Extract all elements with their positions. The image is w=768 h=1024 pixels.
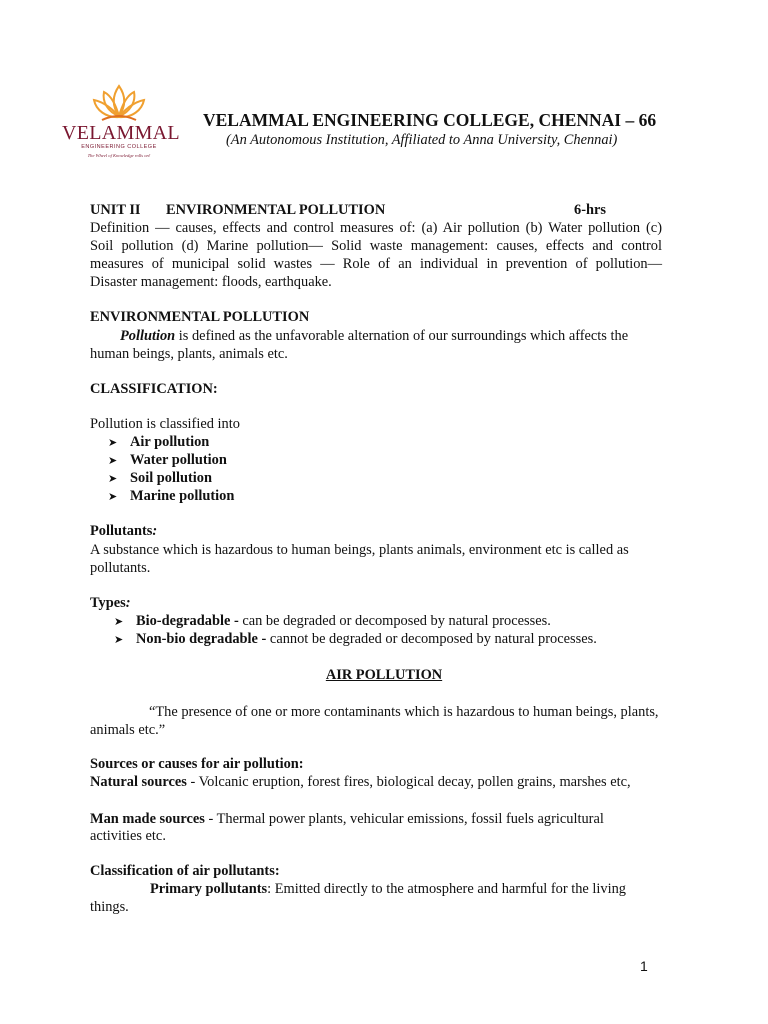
list-item: ➤ Bio-degradable - can be degraded or decomposed by natural processes.	[114, 613, 551, 629]
definition-text: is defined as the unfavorable alternation of our surroundings which affects the	[175, 328, 629, 344]
college-title: VELAMMAL ENGINEERING COLLEGE, CHENNAI – 66	[203, 110, 657, 130]
air-pollution-heading: AIR POLLUTION	[325, 667, 443, 683]
classification-intro: Pollution is classified into	[90, 416, 240, 432]
pollutants-line: pollutants.	[90, 560, 151, 576]
natural-sources: Natural sources - Volcanic eruption, forest fires, biological decay, pollen grains, marshes etc,	[90, 774, 631, 790]
college-logo	[62, 82, 182, 166]
primary-pollutants: Primary pollutants: Emitted directly to the atmosphere and harmful for the living	[150, 881, 626, 897]
syllabus-line: Soil pollution (d) Marine pollution— Solid waste management: causes, effects and control	[90, 238, 662, 254]
logo-subtitle: ENGINEERING COLLEGE	[81, 144, 157, 150]
list-item: ➤ Marine pollution	[108, 488, 235, 504]
manmade-sources-line-2: activities etc.	[90, 828, 166, 844]
sources-heading: Sources or causes for air pollution:	[90, 756, 304, 772]
definition-term: Pollution	[120, 328, 176, 344]
arrow-bullet-icon: ➤	[108, 436, 118, 449]
definition-line-2: human beings, plants, animals etc.	[90, 346, 288, 362]
arrow-bullet-icon: ➤	[108, 472, 118, 485]
primary-pollutants-line-2: things.	[90, 899, 129, 915]
unit-hours: 6-hrs	[574, 202, 606, 218]
manmade-sources: Man made sources - Thermal power plants, vehicular emissions, fossil fuels agricultural	[90, 811, 604, 827]
list-item: ➤ Non-bio degradable - cannot be degraded or decomposed by natural processes.	[114, 631, 597, 647]
classification-air-heading: Classification of air pollutants:	[90, 863, 280, 879]
unit-header	[90, 201, 662, 219]
unit-title: ENVIRONMENTAL POLLUTION	[166, 202, 386, 218]
page-number: 1	[640, 958, 648, 974]
syllabus-line: Definition — causes, effects and control measures of: (a) Air pollution (b) Water pollution (c)	[90, 220, 662, 236]
logo-name: VELAMMAL	[62, 122, 180, 144]
syllabus-line: measures of municipal solid wastes — Role of an individual in prevention of pollution—	[90, 256, 662, 272]
classification-heading: CLASSIFICATION:	[90, 381, 218, 397]
types-heading: Types:	[90, 595, 131, 611]
arrow-bullet-icon: ➤	[108, 490, 118, 503]
section-heading: ENVIRONMENTAL POLLUTION	[90, 309, 310, 325]
syllabus-line: Disaster management: floods, earthquake.	[90, 274, 332, 290]
arrow-bullet-icon: ➤	[108, 454, 118, 467]
arrow-bullet-icon: ➤	[114, 633, 124, 646]
college-affiliation: (An Autonomous Institution, Affiliated to Anna University, Chennai)	[226, 132, 618, 148]
logo-tagline: The Wheel of Knowledge rolls on!	[87, 153, 151, 158]
unit-label: UNIT II	[90, 202, 141, 218]
list-item: ➤ Soil pollution	[108, 470, 212, 486]
lotus-icon	[62, 82, 176, 124]
pollutants-line: A substance which is hazardous to human beings, plants animals, environment etc is called as	[90, 542, 629, 558]
list-item: ➤ Air pollution	[108, 434, 210, 450]
definition-line	[120, 327, 692, 345]
arrow-bullet-icon: ➤	[114, 615, 124, 628]
quote-line: “The presence of one or more contaminants which is hazardous to human beings, plants,	[149, 704, 659, 720]
pollutants-heading: Pollutants:	[90, 523, 158, 539]
quote-line: animals etc.”	[90, 722, 166, 738]
list-item: ➤ Water pollution	[108, 452, 227, 468]
